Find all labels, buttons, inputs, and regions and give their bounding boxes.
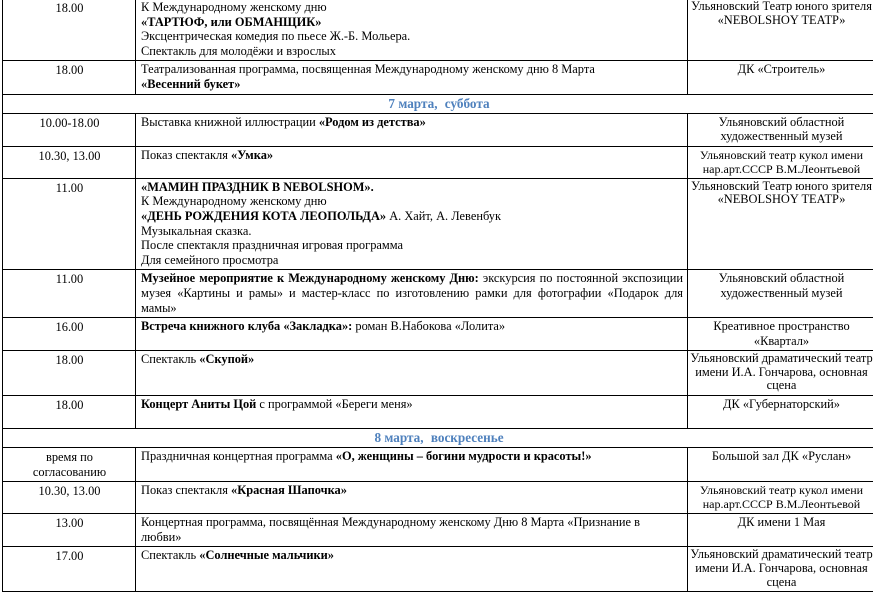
event-description — [136, 514, 688, 547]
event-line — [141, 148, 683, 163]
event-title: «Весенний букет» — [141, 76, 241, 91]
event-title: «Умка» — [231, 147, 274, 162]
date-label: 7 марта, — [388, 95, 438, 111]
event-line: Театрализованная программа, посвященная Международному женскому дню 8 Марта — [141, 62, 595, 77]
event-time: 10.00-18.00 — [3, 113, 136, 146]
table-row — [3, 396, 873, 429]
event-description — [136, 270, 688, 318]
event-venue: Большой зал ДК «Руслан» — [688, 448, 873, 482]
events-schedule-table — [2, 0, 873, 592]
event-venue: Ульяновский областной художественный музей — [688, 270, 873, 318]
date-header — [3, 94, 873, 113]
event-description — [136, 351, 688, 396]
event-line: К Международному женскому дню — [141, 194, 327, 209]
table-row — [3, 270, 873, 318]
event-description — [136, 448, 688, 482]
table-row — [3, 514, 873, 547]
event-time: 18.00 — [3, 351, 136, 396]
event-description — [136, 0, 688, 61]
event-text: с программой «Береги меня» — [256, 397, 413, 412]
event-line: Для семейного просмотра — [141, 252, 279, 267]
event-line — [141, 548, 683, 563]
event-line — [141, 449, 683, 464]
event-title: Концерт Аниты Цой — [141, 397, 257, 412]
event-line — [141, 271, 683, 315]
event-title: «Красная Шапочка» — [231, 483, 347, 498]
event-time: 11.00 — [3, 178, 136, 270]
event-venue: Ульяновский областной художественный музей — [688, 113, 873, 146]
table-row — [3, 178, 873, 270]
event-text: роман В.Набокова «Лолита» — [352, 319, 506, 334]
event-venue: ДК «Строитель» — [688, 61, 873, 94]
event-venue: ДК «Губернаторский» — [688, 396, 873, 429]
event-time: 18.00 — [3, 0, 136, 61]
event-text: А. Хайт, А. Левенбук — [386, 208, 502, 223]
event-description — [136, 482, 688, 514]
event-line: Музыкальная сказка. — [141, 223, 252, 238]
weekday-label: суббота — [444, 95, 490, 111]
table-row — [3, 0, 873, 61]
date-header-row — [3, 429, 873, 448]
event-text: Показ спектакля — [141, 483, 232, 498]
event-text: Показ спектакля — [141, 147, 232, 162]
weekday-label: воскресенье — [430, 430, 504, 446]
event-line — [141, 15, 683, 30]
event-title: Встреча книжного клуба «Закладка»: — [141, 319, 353, 334]
event-description — [136, 61, 688, 94]
event-line — [141, 397, 683, 412]
event-venue: Ульяновский драматический театр имени И.А. Гончарова, основная сцена — [688, 547, 873, 592]
event-line — [141, 77, 683, 92]
event-text: экскурсия по постоянной экспозиции музея «Картины и рамы» и мастер-класс по изготовлению рамки для фотографии «Подарок для мамы» — [141, 271, 684, 315]
event-title: «МАМИН ПРАЗДНИК В NEBOLSHOM». — [141, 179, 374, 194]
event-title: «О, женщины – богини мудрости и красоты!» — [335, 449, 592, 464]
event-venue: Ульяновский театр кукол имени нар.арт.СССР В.М.Леонтьевой — [688, 146, 873, 178]
table-row — [3, 547, 873, 592]
table-row — [3, 318, 873, 351]
event-line — [141, 115, 683, 130]
table-row — [3, 61, 873, 94]
event-time: 16.00 — [3, 318, 136, 351]
event-time: 10.30, 13.00 — [3, 146, 136, 178]
event-description — [136, 178, 688, 270]
event-line — [141, 319, 683, 334]
event-title: Музейное мероприятие к Международному женскому Дню: — [141, 271, 479, 286]
event-time: 18.00 — [3, 61, 136, 94]
event-time: 10.30, 13.00 — [3, 482, 136, 514]
event-text: Спектакль — [141, 548, 200, 563]
event-text: Спектакль — [141, 352, 200, 367]
event-venue: ДК имени 1 Мая — [688, 514, 873, 547]
event-venue: Ульяновский драматический театр имени И.А. Гончарова, основная сцена — [688, 351, 873, 396]
event-text: Выставка книжной иллюстрации — [141, 114, 319, 129]
event-description — [136, 396, 688, 429]
event-line — [141, 209, 683, 224]
event-time: 11.00 — [3, 270, 136, 318]
event-title: «Родом из детства» — [318, 114, 426, 129]
event-time: 18.00 — [3, 396, 136, 429]
event-title: «Солнечные мальчики» — [199, 548, 334, 563]
event-time: 13.00 — [3, 514, 136, 547]
event-line: Эксцентрическая комедия по пьесе Ж.-Б. Мольера. — [141, 29, 411, 44]
event-time: время по согласованию — [3, 448, 136, 482]
table-row — [3, 146, 873, 178]
date-label: 8 марта, — [374, 430, 424, 446]
schedule-body — [3, 0, 873, 592]
event-line: К Международному женскому дню — [141, 0, 327, 14]
table-row — [3, 113, 873, 146]
date-header-row — [3, 94, 873, 113]
date-header — [3, 429, 873, 448]
table-row — [3, 448, 873, 482]
table-row — [3, 351, 873, 396]
event-venue: Креативное пространство «Квартал» — [688, 318, 873, 351]
event-description — [136, 113, 688, 146]
event-line — [141, 483, 683, 498]
event-time: 17.00 — [3, 547, 136, 592]
event-description — [136, 146, 688, 178]
event-title: «ДЕНЬ РОЖДЕНИЯ КОТА ЛЕОПОЛЬДА» — [141, 208, 387, 223]
event-line: После спектакля праздничная игровая программа — [141, 238, 403, 253]
event-venue: Ульяновский Театр юного зрителя «NEBOLSHOY ТЕАТР» — [688, 0, 873, 61]
event-venue: Ульяновский Театр юного зрителя «NEBOLSHOY ТЕАТР» — [688, 178, 873, 270]
event-title: «Скупой» — [199, 352, 255, 367]
event-text: Праздничная концертная программа — [141, 449, 336, 464]
event-title: «ТАРТЮФ, или ОБМАНЩИК» — [141, 14, 322, 29]
event-line: Спектакль для молодёжи и взрослых — [141, 43, 336, 58]
event-venue: Ульяновский театр кукол имени нар.арт.СССР В.М.Леонтьевой — [688, 482, 873, 514]
event-line: Концертная программа, посвящённая Международному женскому Дню 8 Марта «Признание в любви» — [141, 515, 640, 544]
event-description — [136, 318, 688, 351]
event-description — [136, 547, 688, 592]
event-line — [141, 180, 683, 195]
event-line — [141, 352, 683, 367]
table-row — [3, 482, 873, 514]
